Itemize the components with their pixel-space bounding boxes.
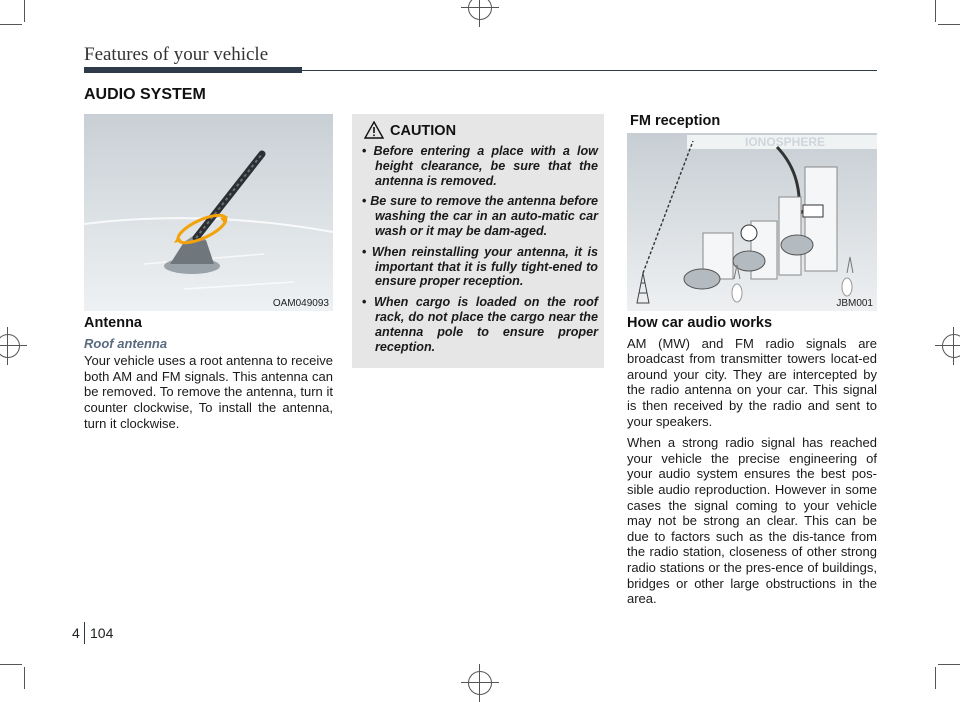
crop-mark (24, 0, 25, 22)
chapter-number: 4 (72, 625, 80, 641)
registration-mark (468, 671, 492, 695)
page-header-title: Features of your vehicle (84, 44, 269, 65)
crop-mark (0, 24, 22, 25)
crop-mark (935, 0, 936, 22)
fm-paragraph-1: AM (MW) and FM radio signals are broadcast from transmitter towers locat-ed around your city. They are intercepted by the radio antenna on your car. This signal is then received by the radio and sent to your speakers. (627, 335, 877, 429)
roof-antenna-subheading: Roof antenna (84, 335, 168, 351)
roof-antenna-illustration (84, 114, 333, 311)
fm-reception-illustration (627, 133, 877, 311)
ionosphere-label: IONOSPHERE (745, 135, 826, 149)
crop-mark (0, 664, 22, 665)
registration-mark (468, 0, 492, 20)
registration-mark (0, 334, 20, 358)
crop-mark (24, 667, 25, 689)
fm-paragraph-2: When a strong radio signal has reached your vehicle the precise engineering of your audio system ensures the best pos-sible audio reproduction. However in some cases the signal coming to your vehicle may not be strong an clear. This can be due to factors such as the dis-tance from the radio station, closeness of other strong radio stations or the pres-ence of buildings, bridges or other large obstructions in the area. (627, 435, 877, 607)
section-title: AUDIO SYSTEM (84, 86, 206, 103)
caution-list (362, 144, 598, 360)
car-audio-heading: How car audio works (627, 315, 773, 331)
antenna-figure (84, 114, 333, 311)
crop-mark (935, 667, 936, 689)
page-number: 104 (90, 625, 114, 641)
crop-mark (938, 24, 960, 25)
figure-code: OAM049093 (272, 298, 329, 309)
caution-item: • When cargo is loaded on the roof rack, do not place the cargo near the antenna pole to ensure proper reception. (362, 295, 598, 354)
fm-column (627, 316, 877, 613)
figure-code: JBM001 (836, 298, 873, 309)
page-number-divider (84, 622, 85, 644)
caution-item: • Be sure to remove the antenna before washing the car in an auto-matic car wash or it may be dam-aged. (362, 194, 598, 238)
caution-box (352, 114, 604, 368)
registration-mark (942, 334, 960, 358)
warning-triangle-icon (364, 121, 384, 139)
crop-mark (938, 664, 960, 665)
caution-title: CAUTION (390, 123, 457, 139)
header-rule (302, 70, 877, 71)
caution-item: • When reinstalling your antenna, it is important that it is fully tight-ened to ensure proper reception. (362, 245, 598, 289)
antenna-column (84, 316, 333, 437)
fm-reception-heading: FM reception (630, 113, 721, 129)
header-bar (84, 67, 302, 73)
antenna-heading: Antenna (84, 315, 142, 331)
antenna-body: Your vehicle uses a root antenna to receive both AM and FM signals. This antenna can be removed. To remove the antenna, turn it counter clockwise, To install the antenna, turn it clockwise. (84, 353, 333, 431)
caution-item: • Before entering a place with a low height clearance, be sure that the antenna is removed. (362, 144, 598, 188)
fm-figure (627, 133, 877, 311)
